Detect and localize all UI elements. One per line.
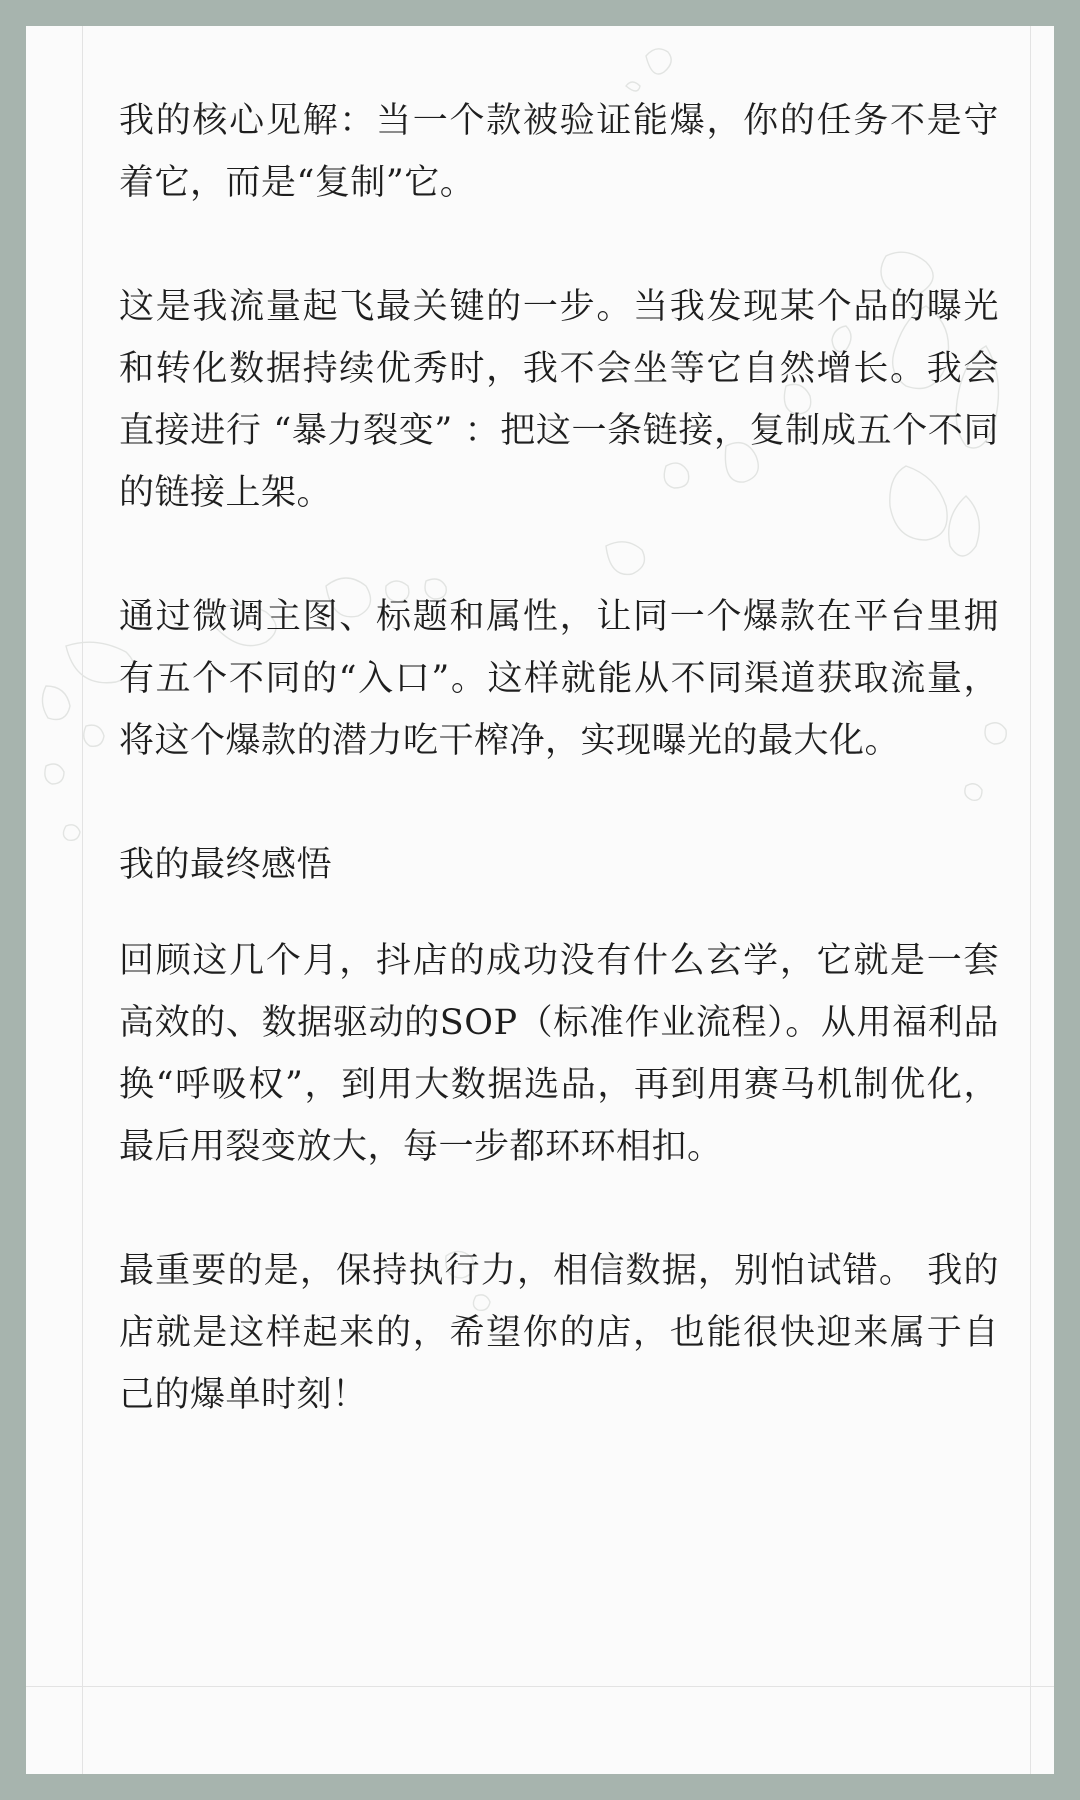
right-margin-line	[1030, 26, 1031, 1774]
paragraph-3: 通过微调主图、标题和属性，让同一个爆款在平台里拥有五个不同的“入口”。这样就能从不同渠道获取流量，将这个爆款的潜力吃干榨净，实现曝光的最大化。	[119, 597, 999, 761]
paragraph-4: 回顾这几个月，抖店的成功没有什么玄学，它就是一套高效的、数据驱动的SOP（标准作业流程）。从用福利品换“呼吸权”，到用大数据选品，再到用赛马机制优化，最后用裂变放大，每一步都环环相扣。	[119, 941, 999, 1167]
bottom-rule-line	[26, 1686, 1054, 1687]
paragraph-2: 这是我流量起飞最关键的一步。当我发现某个品的曝光和转化数据持续优秀时，我不会坐等它自然增长。我会直接进行 “暴力裂变” ：把这一条链接，复制成五个不同的链接上架。	[119, 287, 999, 513]
section-heading: 我的最终感悟	[119, 845, 333, 885]
paragraph-1: 我的核心见解：当一个款被验证能爆，你的任务不是守着它，而是“复制”它。	[119, 101, 999, 203]
paragraph-5: 最重要的是，保持执行力，相信数据，别怕试错。 我的店就是这样起来的，希望你的店，也能很快迎来属于自己的爆单时刻！	[119, 1251, 999, 1415]
article-content	[119, 90, 999, 1426]
paper-card	[26, 26, 1054, 1774]
left-margin-line	[82, 26, 83, 1774]
